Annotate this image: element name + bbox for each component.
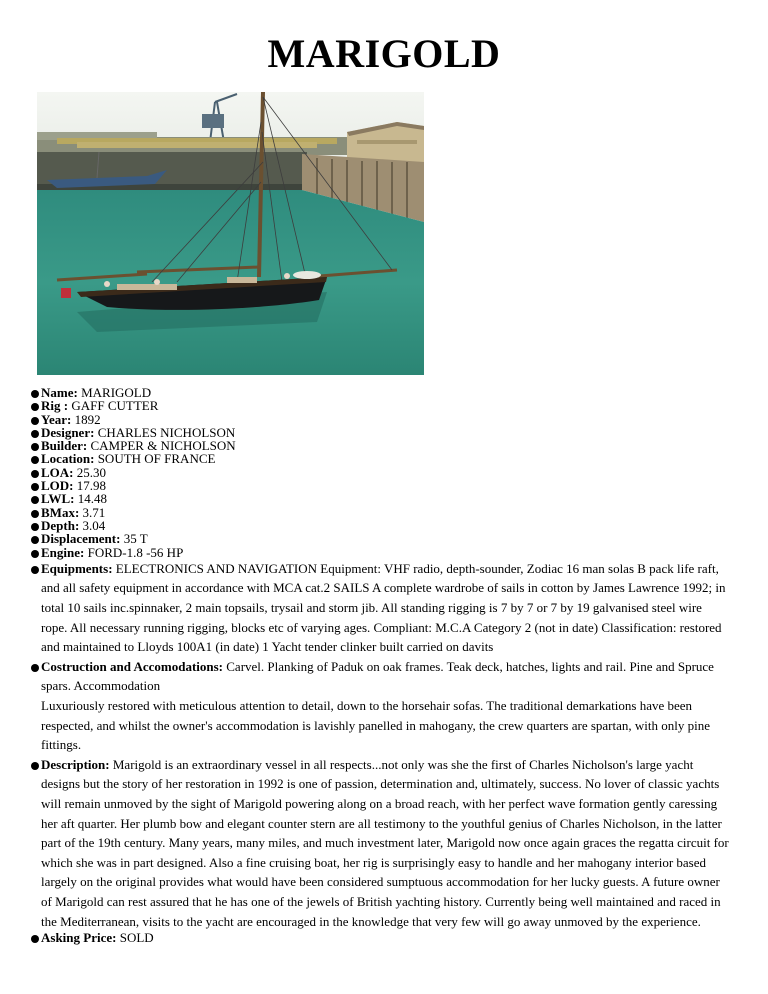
spec-value: ELECTRONICS AND NAVIGATION Equipment: VHF radio, depth-sounder, Zodiac 16 man solas B pack life raft, and all safety equipment in accordance with MCA cat.2 SAILS A complete wardrobe of sails in cotton by James Lawrence 1992; in total 10 sails inc.spinnaker, 2 main topsails, trysail and storm jib. All standing rigging is 7 by 7 or 7 by 19 galvanised steel wire rope. All necessary running rigging, blocks etc of varying ages. Compliant: M.C.A Category 2 (not in date) Classification: restored and maintained to Lloyds 100A1 (in date) 1 Yacht tender clinker built carried on davits [41, 560, 726, 655]
spec-label: LOA: [41, 464, 74, 480]
spec-engine [31, 546, 731, 559]
bullet-icon [31, 536, 39, 544]
spec-value: 3.71 [82, 504, 106, 520]
specs-list [31, 386, 731, 944]
spec-value: SOLD [119, 930, 154, 946]
spec-equipments [31, 559, 731, 657]
spec-value: 17.98 [76, 478, 106, 494]
spec-value: FORD-1.8 -56 HP [87, 544, 184, 560]
spec-label: Engine: [41, 544, 85, 560]
spec-loa [31, 466, 731, 479]
spec-label: LOD: [41, 478, 74, 494]
spec-rig [31, 399, 731, 412]
spec-displacement [31, 532, 731, 545]
spec-label: BMax: [41, 504, 80, 520]
bullet-icon [31, 566, 39, 574]
bullet-icon [31, 443, 39, 451]
spec-asking-price [31, 931, 731, 944]
bullet-icon [31, 417, 39, 425]
bullet-icon [31, 510, 39, 518]
bullet-icon [31, 550, 39, 558]
bullet-icon [31, 523, 39, 531]
sailing-yacht-photo [37, 92, 424, 375]
spec-depth [31, 519, 731, 532]
spec-value: 14.48 [77, 491, 107, 507]
spec-lod [31, 479, 731, 492]
spec-label: Description: [41, 756, 110, 772]
spec-label: Rig : [41, 398, 69, 414]
page-title: MARIGOLD [267, 31, 501, 76]
bullet-icon [31, 430, 39, 438]
spec-value: CHARLES NICHOLSON [97, 424, 236, 440]
bullet-icon [31, 470, 39, 478]
spec-value: SOUTH OF FRANCE [97, 451, 216, 467]
yacht-photo [37, 92, 424, 375]
spec-label: Depth: [41, 517, 80, 533]
spec-value: 3.04 [82, 517, 106, 533]
spec-value: CAMPER & NICHOLSON [90, 438, 236, 454]
spec-label: Designer: [41, 424, 95, 440]
spec-lwl [31, 492, 731, 505]
bullet-icon [31, 935, 39, 943]
spec-value: MARIGOLD [81, 385, 152, 400]
spec-label: Costruction and Accomodations: [41, 658, 224, 674]
spec-value: Carvel. Planking of Paduk on oak frames. Teak deck, hatches, lights and rail. Pine and Spruce spars. Accommodation [41, 658, 714, 694]
spec-bmax [31, 506, 731, 519]
spec-value: GAFF CUTTER [71, 398, 159, 414]
spec-value: Marigold is an extraordinary vessel in all respects...not only was she the first of Charles Nicholson's large yacht designs but the story of her restoration in 1992 is one of passion, determination and, ultimately, success. No lover of classic yachts will remain unmoved by the sight of Marigold powering along on a broad reach, with her perfect wave formation gently caressing her aft quarter. Her plumb bow and elegant counter stern are all testimony to the youthful genius of Charles Nicholson, in the latter part of the 19th century. Many years, many miles, and much investment later, Marigold now once again graces the regatta circuit for which she was in part designed. Also a fine cruising boat, her rig is surprisingly easy to handle and her mahogany interior based largely on the original provides what would have been considered sumptuous accommodation for her lucky guests. A future owner of Marigold can rest assured that he has one of the jewels of British yachting history. Currently being well maintained and raced in the Mediterranean, visits to the yacht are encouraged in the knowledge that very few will go away unmoved by the experience. [41, 756, 729, 929]
spec-label: Location: [41, 451, 95, 467]
spec-label: Builder: [41, 438, 88, 454]
bullet-icon [31, 390, 39, 398]
bullet-icon [31, 496, 39, 504]
spec-value: 25.30 [76, 464, 106, 480]
bullet-icon [31, 403, 39, 411]
spec-label: Displacement: [41, 531, 121, 547]
spec-extra: Luxuriously restored with meticulous attention to detail, down to the horsehair sofas. The traditional demarkations have been respected, and whilst the owner's accommodation is lavishly panelled in mahogany, the crew quarters are spartan, with only pine fittings. [41, 698, 710, 753]
spec-value: 35 T [123, 531, 148, 547]
spec-name [31, 386, 731, 399]
spec-label: LWL: [41, 491, 75, 507]
spec-label: Name: [41, 385, 78, 400]
bullet-icon [31, 762, 39, 770]
spec-designer [31, 426, 731, 439]
spec-location [31, 452, 731, 465]
bullet-icon [31, 664, 39, 672]
bullet-icon [31, 456, 39, 464]
spec-year [31, 413, 731, 426]
bullet-icon [31, 483, 39, 491]
spec-builder [31, 439, 731, 452]
spec-construction [31, 657, 731, 755]
spec-value: 1892 [74, 411, 101, 427]
spec-description [31, 755, 731, 931]
spec-label: Equipments: [41, 560, 113, 576]
spec-label: Year: [41, 411, 72, 427]
spec-label: Asking Price: [41, 930, 117, 946]
